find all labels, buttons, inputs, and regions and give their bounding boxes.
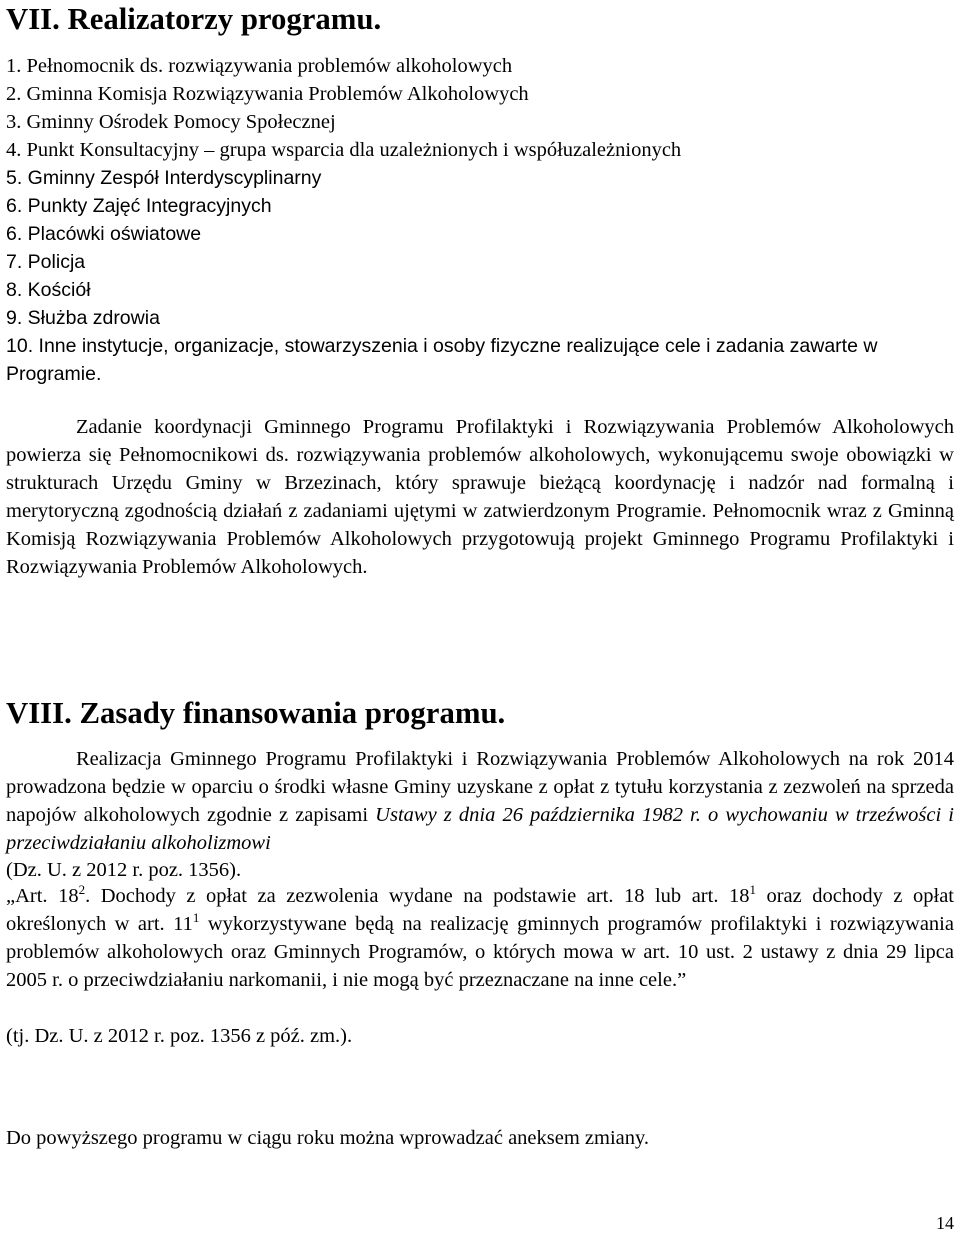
page-number: 14 [936,1213,954,1233]
list-item: 1. Pełnomocnik ds. rozwiązywania problemów alkoholowych [6,55,513,77]
financing-text: Realizacja Gminnego Programu Profilaktyki i Rozwiązywania Problemów Alkoholowych na rok 2014 prowadzona będzie w oparciu o środki własne Gminy uzyskane z opłat z tytułu korzystania z zezwoleń na sprzeda napojów alkoholowych zgodnie z zapisami [6,748,954,826]
section-7-heading: VII. Realizatorzy programu. [6,2,382,36]
superscript: 2 [78,882,86,897]
article-quote-part: wykorzystywane będą na realizację gminnych programów profilaktyki i rozwiązywania problemów alkoholowych oraz Gminnych Programów, o których mowa w art. 10 ust. 2 ustawy z dnia 29 lipca 2005 r. o przeciwdziałaniu narkomanii, i nie mogą być przeznaczane na inne cele.” [6,913,954,991]
list-item: 10. Inne instytucje, organizacje, stowarzyszenia i osoby fizyczne realizujące cele i zadania zawarte w Programie. [6,335,878,385]
act-title: Ustawy z dnia 26 października 1982 r. o wychowaniu w trzeźwości i przeciwdziałaniu alkoholizmowi [6,804,954,854]
list-item: 8. Kościół [6,279,91,301]
list-item: 6. Placówki oświatowe [6,223,202,245]
list-item: 4. Punkt Konsultacyjny – grupa wsparcia dla uzależnionych i współuzależnionych [6,139,682,161]
financing-paragraph [6,745,954,857]
article-quote-part: . Dochody z opłat za zezwolenia wydane na podstawie art. 18 lub art. 18 [85,885,750,907]
article-quote [6,882,954,994]
implementers-list [6,52,954,388]
consolidated-text-reference: (tj. Dz. U. z 2012 r. poz. 1356 z póź. zm.). [6,1025,353,1047]
article-quote-part: „Art. 18 [6,885,79,907]
final-note: Do powyższego programu w ciągu roku można wprowadzać aneksem zmiany. [6,1127,650,1149]
list-item: 7. Policja [6,251,86,273]
coordination-text: Zadanie koordynacji Gminnego Programu Profilaktyki i Rozwiązywania Problemów Alkoholowych powierza się Pełnomocnikowi ds. rozwiązywania problemów alkoholowych, wykonującemu swoje obowiązki w strukturach Urzędu Gminy w Brzezinach, który sprawuje bieżącą koordynację i nadzór nad formalną i merytoryczną zgodnością działań z zadaniami ujętymi w zatwierdzonym Programie. Pełnomocnik wraz z Gminną Komisją Rozwiązywania Problemów Alkoholowych przygotowują projekt Gminnego Programu Profilaktyki i Rozwiązywania Problemów Alkoholowych. [6,416,954,578]
article-quote-part: oraz dochody z opłat określonych w art. 11 [6,885,954,935]
list-item: 5. Gminny Zespół Interdyscyplinarny [6,167,322,189]
coordination-paragraph [6,413,954,581]
superscript: 1 [192,910,200,925]
list-item: 6. Punkty Zajęć Integracyjnych [6,195,272,217]
list-item: 3. Gminny Ośrodek Pomocy Społecznej [6,111,336,133]
superscript: 1 [749,882,756,897]
journal-reference: (Dz. U. z 2012 r. poz. 1356). [6,859,242,881]
list-item: 9. Służba zdrowia [6,307,160,329]
section-8-heading: VIII. Zasady finansowania programu. [6,696,506,730]
list-item: 2. Gminna Komisja Rozwiązywania Problemów Alkoholowych [6,83,529,105]
